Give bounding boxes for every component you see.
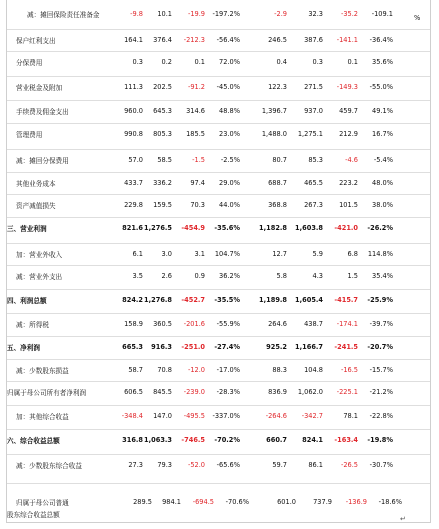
table-cell: 845.5: [153, 388, 172, 396]
table-cell: 3.5: [132, 272, 143, 280]
row-label: 加：其他综合收益: [16, 413, 69, 421]
table-row: [7, 364, 430, 376]
table-cell: 387.6: [304, 36, 323, 44]
table-row: [7, 318, 430, 330]
table-cell: 688.7: [268, 179, 287, 187]
table-cell: 48.0%: [372, 179, 393, 187]
table-cell: -1.5: [192, 156, 205, 164]
table-row: [7, 222, 430, 234]
table-cell: -91.2: [187, 83, 205, 91]
table-cell: 289.5: [133, 498, 152, 506]
table-cell: 59.7: [272, 461, 287, 469]
table-cell: 78.1: [343, 412, 358, 420]
row-divider: [7, 405, 430, 406]
table-cell: -27.4%: [214, 343, 240, 351]
table-cell: -201.6: [183, 320, 205, 328]
row-divider: [7, 76, 430, 77]
table-cell: 16.7%: [372, 130, 393, 138]
table-row: [7, 496, 430, 508]
table-cell: -136.9: [345, 498, 367, 506]
table-cell: 202.5: [153, 83, 172, 91]
table-cell: 122.3: [268, 83, 287, 91]
row-divider: [7, 336, 430, 337]
row-divider: [7, 359, 430, 360]
table-cell: 4.3: [312, 272, 323, 280]
table-cell: 85.3: [308, 156, 323, 164]
table-cell: 368.8: [268, 201, 287, 209]
table-row: [7, 459, 430, 471]
table-cell: 111.3: [124, 83, 143, 91]
row-divider: [7, 172, 430, 173]
row-label: 管理费用: [16, 131, 43, 139]
table-cell: 1,276.8: [144, 296, 172, 304]
row-label: 营业税金及附加: [16, 84, 63, 92]
table-cell: 438.7: [304, 320, 323, 328]
table-row: [7, 410, 430, 422]
table-cell: -212.3: [183, 36, 205, 44]
table-cell: -30.7%: [369, 461, 393, 469]
table-cell: 0.4: [276, 58, 287, 66]
table-cell: 925.2: [266, 343, 287, 351]
table-cell: 1,182.8: [259, 224, 287, 232]
table-row: [7, 128, 430, 140]
row-label: 分保费用: [16, 59, 43, 67]
table-cell: 824.2: [122, 296, 143, 304]
table-cell: 147.0: [153, 412, 172, 420]
table-cell: 0.2: [161, 58, 172, 66]
table-cell: 1,275.1: [297, 130, 323, 138]
table-cell: 271.5: [304, 83, 323, 91]
table-cell: 159.5: [153, 201, 172, 209]
table-cell: 0.3: [312, 58, 323, 66]
table-row: [7, 56, 430, 68]
table-cell: -149.3: [336, 83, 358, 91]
table-cell: 223.2: [339, 179, 358, 187]
table-cell: 58.5: [157, 156, 172, 164]
table-cell: 5.8: [276, 272, 287, 280]
table-cell: 990.8: [124, 130, 143, 138]
table-row: [7, 341, 430, 353]
table-cell: 29.0%: [219, 179, 240, 187]
table-cell: 6.8: [347, 250, 358, 258]
table-cell: -20.7%: [367, 343, 393, 351]
table-cell: 601.0: [277, 498, 296, 506]
table-cell: 101.5: [339, 201, 358, 209]
table-cell: -35.5%: [214, 296, 240, 304]
table-cell: 1,062.0: [297, 388, 323, 396]
table-cell: -197.2%: [212, 10, 240, 18]
table-cell: -342.7: [301, 412, 323, 420]
row-label: 减：摊回保险责任准备金: [27, 11, 100, 19]
table-cell: -163.4: [334, 436, 358, 444]
table-cell: 88.3: [272, 366, 287, 374]
table-cell: -141.1: [336, 36, 358, 44]
table-cell: 459.7: [339, 107, 358, 115]
row-label: 加：营业外收入: [16, 251, 63, 259]
table-cell: 164.1: [124, 36, 143, 44]
table-cell: 984.1: [162, 498, 181, 506]
row-label: 六、综合收益总额: [7, 437, 60, 445]
table-cell: 465.5: [304, 179, 323, 187]
table-cell: 316.8: [122, 436, 143, 444]
table-cell: 3.1: [194, 250, 205, 258]
table-cell: 0.3: [132, 58, 143, 66]
table-cell: 0.1: [347, 58, 358, 66]
table-cell: -348.4: [121, 412, 143, 420]
table-cell: -251.0: [181, 343, 205, 351]
row-divider: [7, 454, 430, 455]
row-label: 三、营业利润: [7, 225, 47, 233]
table-cell: -15.7%: [369, 366, 393, 374]
table-cell: 1,166.7: [295, 343, 323, 351]
table-cell: -26.2%: [367, 224, 393, 232]
table-cell: 185.5: [186, 130, 205, 138]
table-cell: -28.3%: [216, 388, 240, 396]
table-cell: -174.1: [336, 320, 358, 328]
row-divider: [7, 51, 430, 52]
table-cell: 821.6: [122, 224, 143, 232]
table-cell: 645.3: [153, 107, 172, 115]
table-row: [7, 34, 430, 46]
row-divider: [7, 381, 430, 382]
table-cell: -21.2%: [369, 388, 393, 396]
table-row: [7, 434, 430, 446]
row-label: 保户红利支出: [16, 37, 56, 45]
row-label: 五、净利润: [7, 344, 40, 352]
table-cell: -2.9: [274, 10, 287, 18]
table-cell: -495.5: [183, 412, 205, 420]
table-cell: 267.3: [304, 201, 323, 209]
row-label: 其他业务成本: [16, 180, 56, 188]
table-cell: -239.0: [183, 388, 205, 396]
table-cell: -5.4%: [373, 156, 393, 164]
table-row: [7, 294, 430, 306]
table-cell: 38.0%: [372, 201, 393, 209]
table-cell: 1,063.3: [144, 436, 172, 444]
table-cell: -35.2: [340, 10, 358, 18]
row-label: 减：营业外支出: [16, 273, 63, 281]
table-cell: -264.6: [265, 412, 287, 420]
table-cell: -52.0: [187, 461, 205, 469]
row-divider: [7, 313, 430, 314]
table-row-continuation: [7, 508, 430, 520]
row-label: 归属于母公司所有者净利润: [7, 389, 87, 397]
table-cell: 960.0: [124, 107, 143, 115]
table-cell: -454.9: [181, 224, 205, 232]
table-cell: -694.5: [192, 498, 214, 506]
table-cell: 32.3: [308, 10, 323, 18]
row-label: 资产减值损失: [16, 202, 56, 210]
table-row: [7, 270, 430, 282]
table-cell: 805.3: [153, 130, 172, 138]
table-row: [7, 177, 430, 189]
table-cell: 246.5: [268, 36, 287, 44]
table-cell: 360.5: [153, 320, 172, 328]
table-cell: 212.9: [339, 130, 358, 138]
table-cell: 1,276.5: [144, 224, 172, 232]
table-cell: 665.3: [122, 343, 143, 351]
table-cell: 660.7: [266, 436, 287, 444]
table-cell: 70.3: [190, 201, 205, 209]
table-cell: 80.7: [272, 156, 287, 164]
row-label: 减：少数股东损益: [16, 367, 69, 375]
table-cell: -22.8%: [369, 412, 393, 420]
table-row: [7, 248, 430, 260]
table-cell: -55.0%: [369, 83, 393, 91]
table-cell: 1,396.7: [261, 107, 287, 115]
table-cell: -35.6%: [214, 224, 240, 232]
table-cell: 49.1%: [372, 107, 393, 115]
table-cell: 23.0%: [219, 130, 240, 138]
table-cell: 104.8: [304, 366, 323, 374]
table-cell: -25.9%: [367, 296, 393, 304]
table-cell: 35.4%: [372, 272, 393, 280]
row-label: 减：摊回分保费用: [16, 157, 69, 165]
table-cell: 158.9: [124, 320, 143, 328]
row-label: 四、利润总额: [7, 297, 47, 305]
row-label: 手续费及佣金支出: [16, 108, 69, 116]
table-cell: -19.9: [187, 10, 205, 18]
table-cell: -39.7%: [369, 320, 393, 328]
table-cell: 916.3: [151, 343, 172, 351]
table-cell: 72.0%: [219, 58, 240, 66]
table-cell: 1,488.0: [261, 130, 287, 138]
table-cell: -746.5: [181, 436, 205, 444]
table-cell: 1,605.4: [295, 296, 323, 304]
row-label-line2: 股东综合收益总额: [7, 511, 60, 519]
table-row: [7, 105, 430, 117]
table-row: [7, 199, 430, 211]
table-cell: -17.0%: [216, 366, 240, 374]
table-cell: 36.2%: [219, 272, 240, 280]
table-cell: 937.0: [304, 107, 323, 115]
row-divider: [7, 289, 430, 290]
table-row: [7, 81, 430, 93]
row-divider: [7, 265, 430, 266]
table-cell: 27.3: [128, 461, 143, 469]
paragraph-mark-icon: ↵: [400, 515, 406, 523]
table-cell: -19.8%: [367, 436, 393, 444]
row-divider: [7, 194, 430, 195]
row-divider: [7, 100, 430, 101]
table-cell: 229.8: [124, 201, 143, 209]
table-cell: -70.2%: [214, 436, 240, 444]
table-cell: -26.5: [340, 461, 358, 469]
table-cell: -109.1: [371, 10, 393, 18]
table-cell: 58.7: [128, 366, 143, 374]
table-cell: 606.5: [124, 388, 143, 396]
row-divider: [7, 217, 430, 218]
table-cell: -65.6%: [216, 461, 240, 469]
table-cell: 5.9: [312, 250, 323, 258]
table-cell: 264.6: [268, 320, 287, 328]
table-cell: 35.6%: [372, 58, 393, 66]
table-cell: 376.4: [153, 36, 172, 44]
table-cell: -18.6%: [378, 498, 402, 506]
table-cell: -56.4%: [216, 36, 240, 44]
table-cell: -55.9%: [216, 320, 240, 328]
table-cell: 0.9: [194, 272, 205, 280]
table-row: [7, 154, 430, 166]
table-cell: 86.1: [308, 461, 323, 469]
row-divider: [7, 123, 430, 124]
table-cell: -225.1: [336, 388, 358, 396]
row-label: 归属于母公司普通: [16, 499, 69, 507]
table-cell: 836.9: [268, 388, 287, 396]
row-divider: [7, 243, 430, 244]
table-cell: -70.6%: [225, 498, 249, 506]
table-cell: 12.7: [272, 250, 287, 258]
row-divider: [7, 29, 430, 30]
table-cell: 10.1: [157, 10, 172, 18]
table-cell: -2.5%: [220, 156, 240, 164]
row-divider: [7, 429, 430, 430]
table-cell: 433.7: [124, 179, 143, 187]
table-cell: -36.4%: [369, 36, 393, 44]
table-cell: -415.7: [334, 296, 358, 304]
table-cell: -16.5: [340, 366, 358, 374]
table-cell: 1,189.8: [259, 296, 287, 304]
table-cell: -337.0%: [212, 412, 240, 420]
table-cell: -9.8: [130, 10, 143, 18]
table-cell: 0.1: [194, 58, 205, 66]
percent-suffix: %: [414, 14, 421, 22]
row-divider: [7, 483, 430, 484]
row-label: 减：所得税: [16, 321, 49, 329]
table-row: [7, 8, 430, 20]
table-cell: -421.0: [334, 224, 358, 232]
table-cell: 70.8: [157, 366, 172, 374]
table-row: [7, 386, 430, 398]
row-label: 减：少数股东综合收益: [16, 462, 82, 470]
table-cell: 57.0: [128, 156, 143, 164]
table-cell: -4.6: [345, 156, 358, 164]
table-cell: 6.1: [132, 250, 143, 258]
table-cell: 1.5: [347, 272, 358, 280]
table-cell: -452.7: [181, 296, 205, 304]
table-cell: 114.8%: [367, 250, 393, 258]
table-cell: 336.2: [153, 179, 172, 187]
table-cell: -45.0%: [216, 83, 240, 91]
table-cell: 314.6: [186, 107, 205, 115]
table-cell: 3.0: [161, 250, 172, 258]
table-cell: -12.0: [187, 366, 205, 374]
table-cell: 97.4: [190, 179, 205, 187]
row-divider: [7, 149, 430, 150]
table-cell: 737.9: [313, 498, 332, 506]
table-cell: 1,603.8: [295, 224, 323, 232]
table-cell: 79.3: [157, 461, 172, 469]
table-cell: 824.1: [302, 436, 323, 444]
table-cell: -241.5: [334, 343, 358, 351]
table-cell: 2.6: [161, 272, 172, 280]
table-cell: 104.7%: [214, 250, 240, 258]
table-cell: 48.8%: [219, 107, 240, 115]
table-cell: 44.0%: [219, 201, 240, 209]
